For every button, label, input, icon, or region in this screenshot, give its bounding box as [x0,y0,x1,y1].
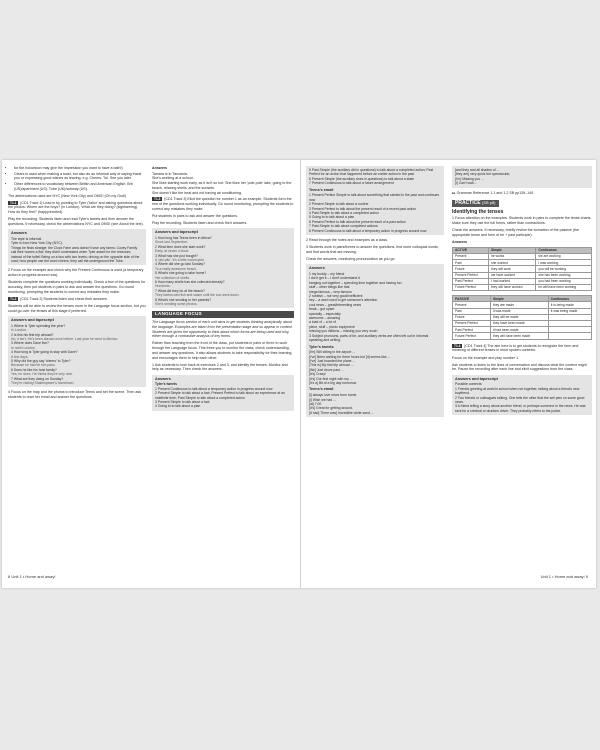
bullet-list [8,166,146,192]
track-tag: T1.3 [154,197,161,202]
exercise-5: T1.3 [CD1 Track 3] Elicit the question for number 1 as an example. Students form the rest of the questions working individually. Go round monitoring, prompting the students to correct any mistakes they make. [152,197,294,211]
table-row: Present Perfect we have worked she has been working [453,272,592,278]
table-row: Future Perfect they will have been made [453,333,592,339]
answers-continued-box [452,166,592,188]
answer-line: 2 Two friends or colleagues talking. One tells the other that the sell pies on some good news. [455,395,585,404]
answer-line: Yes, he does. He thinks they're very nice. [11,372,73,377]
answers-title: Answers and tapescript [155,230,198,235]
answer-line: 3 What has she just bought? [155,253,198,258]
answers-title: Answers and tapescript [455,376,498,381]
exercise-4: 4 Focus on the map and the photos to introduce Teens and set the scene. Then ask students to read her email and answer the questions. [8,390,141,400]
answer-line: A few days. [11,354,29,359]
answers-tapescript-box [152,228,294,308]
answer-line: They barbecued fish and swam until the sun went down. [155,293,240,298]
answer-line: 1 Present Continuous to talk about a temporary action in progress around now [155,386,273,391]
answer-line: freak – got upset [309,307,335,312]
answers-subtitle: Teens's email [309,187,334,192]
answer-line: 5 What's she going to take home? [155,271,207,276]
table-header: Continuous [536,247,592,253]
answer-line: [It's] Our first night with my ... [309,376,353,381]
exercise-5-text: Play the recording. Students listen and check their answers. [152,221,248,226]
answer-line: A 'piki-piki'. It's a little motorcycle. [155,257,205,262]
table-header: Simple [490,296,548,302]
answer-line: The style is informal. [11,236,43,241]
table-row: Present Perfect they have been made [453,320,592,326]
answer-line: mega famous – very famous [309,289,352,294]
page-footer-right: Unit 1 • Home and away! 9 [540,574,588,579]
table-row: Present he works we are working [453,253,592,259]
answer-line: stuff – other things like that [309,285,350,290]
track-tag: T1.4 [454,343,461,348]
exercise-5-text: Put students in pairs to ask and answer the questions. [152,213,239,218]
table-row: Future they will be made [453,314,592,320]
answer-line: 8 Present Continuous to talk about a temporary action in progress around now [309,228,427,233]
exercise-1: T1.1 [CD1 Track 1] Lead in by pointing to Tyler ('tailor' and asking questions about the photos: Where are the boys? (in London). What are they doing? (sightseeing). How do they feel? (happy/excited). [8,200,143,215]
exercise-3-text: Check the answers, monitoring pronunciation as you go. [306,257,396,262]
answer-line: 6 Does he like his host family? [11,367,57,372]
page-fold [300,160,301,588]
answer-line: Early, at seven o'clock. [155,249,190,254]
answer-line: 4 Going to to talk about a plan [155,404,201,409]
answer-line: cool news – great/interesting news [309,302,362,307]
answer-line: [at] 7:00 [309,401,322,406]
language-focus-intro: The Language focus section of each unit aims to get students thinking analytically about the language. Examples are taken from the presentation stage and so appear in context. Students are given the opportunity to think about which forms are being used and why, either through a contrastive analysis of key forms. [152,320,293,339]
answer-line: [they are] very quick but spectacular, [455,172,511,177]
answer-line: hanging out together – spending time together and having fun [309,280,402,285]
exercise-2: 2 Focus on the example and check why the Present Continuous is used (a temporary action in progress around now). [8,268,144,278]
answer-line: Hundreds. [155,284,171,289]
track-tag: T1.2 [10,296,17,301]
answer-line: 7 Past Simple to talk about completed actions [309,224,378,229]
language-focus-heading: LANGUAGE FOCUS [152,311,294,318]
answer-line: 1 my buddy – my friend [309,272,345,276]
answer-line: Tamara is in Tanzania. [152,171,188,176]
answer-line: 7 Present Continuous to talk about a future arrangement [309,181,394,186]
answer-line: [It's a] Bit of a big day tomorrow [309,381,357,386]
practice-item-2: T1.4 [CD1 Track 4] The aim here is to get students to recognize the form and meaning of different tenses in short spoken contexts. [452,343,579,353]
answer-line: 3 Present Perfect to talk about the present result of a recent past action [309,206,417,211]
grammar-reference: ▸▸ Grammar Reference 1.1 and 1.2 SB pp139–140. [452,190,535,195]
table-row: Past it was made it was being made [453,308,592,314]
answer-line: [I] always love news from home. [309,393,358,398]
answers-continued-box [306,166,444,235]
table-header: Simple [489,247,536,253]
answer-line: 6 How many shells has she collected already? [155,280,225,284]
answer-line: She likes starting work early, as it isn't so hot. She likes her 'pole-pole' lake, going to the beach, relaxing shells, and the sunsets. [152,181,292,190]
answer-line: specially – especially [309,311,341,316]
table-header: Continuous [548,296,591,302]
answer-line: 5 Why did the guy say 'cheers' to Tyler? [11,358,71,363]
exercise-3: 3 Students work in pairs/threes to answer the questions, find more colloquial words, and find words that are missing. [306,245,439,254]
left-page-column-1 [8,166,146,402]
answers-title: Answers [452,240,467,245]
list-item: • Clears is used when making a toast, but also as an informal way of saying thank you or expressing good wishes as leaving, e.g. Cheers. Ta!. See you later. [14,172,146,181]
active-tense-table [452,247,592,291]
answer-line: 3 A friend telling a story about another friend, or perhaps someone in the news. He was sent for a criminal or drunken driver. They probably refers to the police. [455,404,586,413]
answer-line: [It's] Great for getting around. [309,406,353,411]
exercise-2-text: Students complete the questions working individually. Check a few of the questions for accuracy, then put students in pairs to ask and answer the questions. Go round monitoring, prompting the students to correct any mistakes they make. [8,280,146,294]
answers-subtitle: Tyler's tweets [309,344,334,349]
practice-item-2-text: Focus on the example and play number 1. [452,355,520,360]
answer-line: 2 Present Simple to talk about a fact; Present Perfect to talk about an experience at an indefinite time; Past Simple to talk about a completed action [155,391,285,400]
table-row: Present they are made it is being made [453,302,592,308]
answer-line: To a really awesome beach. [155,266,198,271]
answer-line: Things he finds strange: the Clock Farm area doesn't have any farms; Covey Family call their homes a flat; they didn't understand when Tyler asked for the restroom; instead of the toilet! Being on a bus with two levels; driving on the opposite side of the road; how people use the word cheers; they call the underground the Tube. [11,245,140,263]
answer-line: [It had] There was] Incredible white sand ... [309,410,374,415]
answers-tapescript-box [8,316,146,387]
answer-line: 1 Where is Tyler spending the year? [11,323,66,328]
answer-line: I don't get it – I don't understand it [309,276,360,281]
answer-line: 2 What time does she start work? [155,244,206,249]
answer-line: No, it isn't. He's been abroad once before. Last year he went to Mexico. [11,336,119,341]
answers-box [8,229,146,265]
answers-subtitle: Possible contexts: [455,382,483,387]
list-item: • Other differences to vocabulary between British and American English: Brit (US)/apartment (US), Tube (UK)/subway (US). [14,182,146,191]
answer-line: 6 Present Simple (the auxiliary does in questions) to talk about a state [309,176,414,181]
answer-line: piece, stuff – picnic equipment [309,324,355,329]
book-spread [2,160,596,588]
list-item: • for the holowtoon may give the impression you want to have a bath!) [14,166,146,171]
abbr-note: The abbreviations used are NYC (New York City) and OMG! (Oh my God!) [8,193,127,198]
answers-subtitle: Tyler's tweets [155,382,178,387]
answer-line: They're visiting Shakespeare's hometown. [11,380,75,385]
answer-line: She's sending some photos. [155,302,198,307]
answer-line: 7 What are they doing on Sunday? [11,376,64,381]
answer-line: [I'm] Missing you ... [455,176,484,181]
practice-heading: PRACTICE (SB p8) [452,200,499,207]
answer-line: [I] Can't wait ... [455,181,478,186]
answers-title: Answers and tapescript [11,318,54,322]
answer-line: 2 Present Simple to talk about a routine [309,202,369,207]
answer-line: 7 What did they do at the beach? [155,288,205,293]
answers-title: Answers [11,231,27,236]
passive-tense-table [452,295,592,339]
identifying-tenses-heading: Identifying the tenses [452,208,504,215]
answers-block [152,166,294,195]
answer-line: [We] Just drove past ... [309,367,344,372]
answer-line: Tyler is from New York City (NYC). [11,241,63,246]
exercise-1-text: Play the recording. Students listen and read Tyler's tweets and then answer the questions. If necessary, check the abbreviations NYC and OMG! (see About the text). [8,217,144,227]
answer-line: 2 Is this his first trip abroad? [11,332,54,337]
answer-line: [I'm] Still sitting in the airport ... [309,350,356,355]
answers-box [306,264,444,417]
answer-line: [I've] Been waiting for three hours but [it] seems like ... [309,354,391,359]
answers-title: Answers [155,376,171,381]
answer-line: 8 What's she sending to her parents? [155,297,212,302]
exercise-3-text: Students will be able to review the tenses more in the Language focus section, but you could go over the tenses at this stage if preferred. [8,304,146,313]
practice-item-1: 1 Focus attention on the examples. Students work in pairs to complete the tense charts. Make sure they use the full forms, rather than contractions. [452,216,592,225]
answer-line: [I've] Just boarded the plane ... [309,359,356,364]
answer-line: hey – a word used to get someone's attention [309,298,378,303]
answer-line: 1 Present Perfect Simple to talk about something that started in the past and continues now [309,193,440,202]
table-row: Past Perfect it had been made [453,327,592,333]
practice-item-2-text: Ask students to listen to the lines of conversation and discuss what the context might be. Pause the recording after each line and elicit suggestions from the class. [452,362,587,372]
answer-line: 5 Going to to talk about a plan [309,215,355,220]
table-header: PASSIVE [453,296,491,302]
answer-line: 1 Friends greeting at work/in school when not together, talking about a friend's new boyfriend. [455,386,580,396]
language-focus-text: Rather than teaching from the front of the class, put students in pairs or three to work through the Language focus. This frees you to monitor the class, check understanding, and answer any questions. It also allows students to take responsibility for their learning, and encourages them to help each other. [152,341,293,360]
answer-line: 4 Past Simple to talk about a completed action [309,210,379,215]
answers-box [152,375,294,411]
answer-line: awesome – amazing [309,316,341,321]
answer-line: Her collection of shells. [155,275,190,280]
right-page-column-2 [452,166,592,418]
answers-title: Answers [309,266,325,271]
answer-line: 3 Subject pronouns, parts of be, and auxiliary verbs are often left out in informal speaking and writing. [309,333,429,343]
answer-line: 4 How long is Tyler going to stay with Dave? [11,350,78,355]
answer-line: Since last September. [155,240,188,245]
answer-line: [and they and all shades of ... [455,168,500,172]
answer-line: 3 Where does Dave live? [11,341,49,346]
answer-line: Because he had let him pass. [11,363,56,368]
page-footer-left: 8 Unit 1 • Home and away! [8,574,56,579]
answer-line: 4 Where did she go last Sunday? [155,262,205,267]
left-page-column-2 [152,166,294,414]
practice-item-1-text: Check the answers. If necessary, briefly review the formation of the passive (the appropriate tense and form of be + past participle). [452,228,579,237]
answer-line: [This is] My first trip abroad ... [309,363,354,368]
table-row: Future they will work you will be working [453,266,592,272]
answer-line: [It's] Crazy! [309,372,326,377]
table-row: Past Perfect I had worked you had been working [453,278,592,284]
answer-line: She's working at a school. [152,176,194,181]
table-row: Future Perfect they will have worked he will have been working [453,284,592,290]
track-tag: T1.1 [10,200,17,205]
answer-line: 3 Present Simple to talk about a fact [155,400,210,404]
answer-line: In north London. [11,345,36,350]
answer-line: a load of – a lot of [309,320,336,325]
exercise-3: T1.2 [CD1 Track 2] Students listen and check their answers. [10,296,108,301]
answer-line: 5 Past Simple (the auxiliary did in questions) to talk about a completed action; Past Perfect for an action that happened before an earlier action in the past [309,168,434,177]
answer-line: 2 rubbish – not very good/inefficient [309,294,363,299]
answers-title: Answers [152,166,167,170]
exercise-2: 2 Read through the notes and examples as a class. [306,237,388,242]
table-row: Past she worked I was working [453,260,592,266]
answers-subtitle: Teens's email [309,387,334,392]
answer-line: 1 How long has Teens been in Africa? [155,235,212,240]
answer-line: [I] Wish we had ... [309,397,336,402]
language-focus-item-1: 1 Ask students to look back at exercises 2 and 3, and identify the tenses. Monitor and help as necessary. Then check the answers. [152,362,288,372]
answer-line: In London. [11,328,28,333]
right-page-column-1 [306,166,444,420]
answer-line: She doesn't like the heat and not having air conditioning. [152,190,242,195]
answer-line: missing you millions – missing you very much [309,329,378,334]
answers-tapescript-box [452,375,592,416]
table-header: ACTIVE [453,247,489,253]
answer-line: 6 Present Perfect to talk about the present result of a past action [309,219,406,224]
